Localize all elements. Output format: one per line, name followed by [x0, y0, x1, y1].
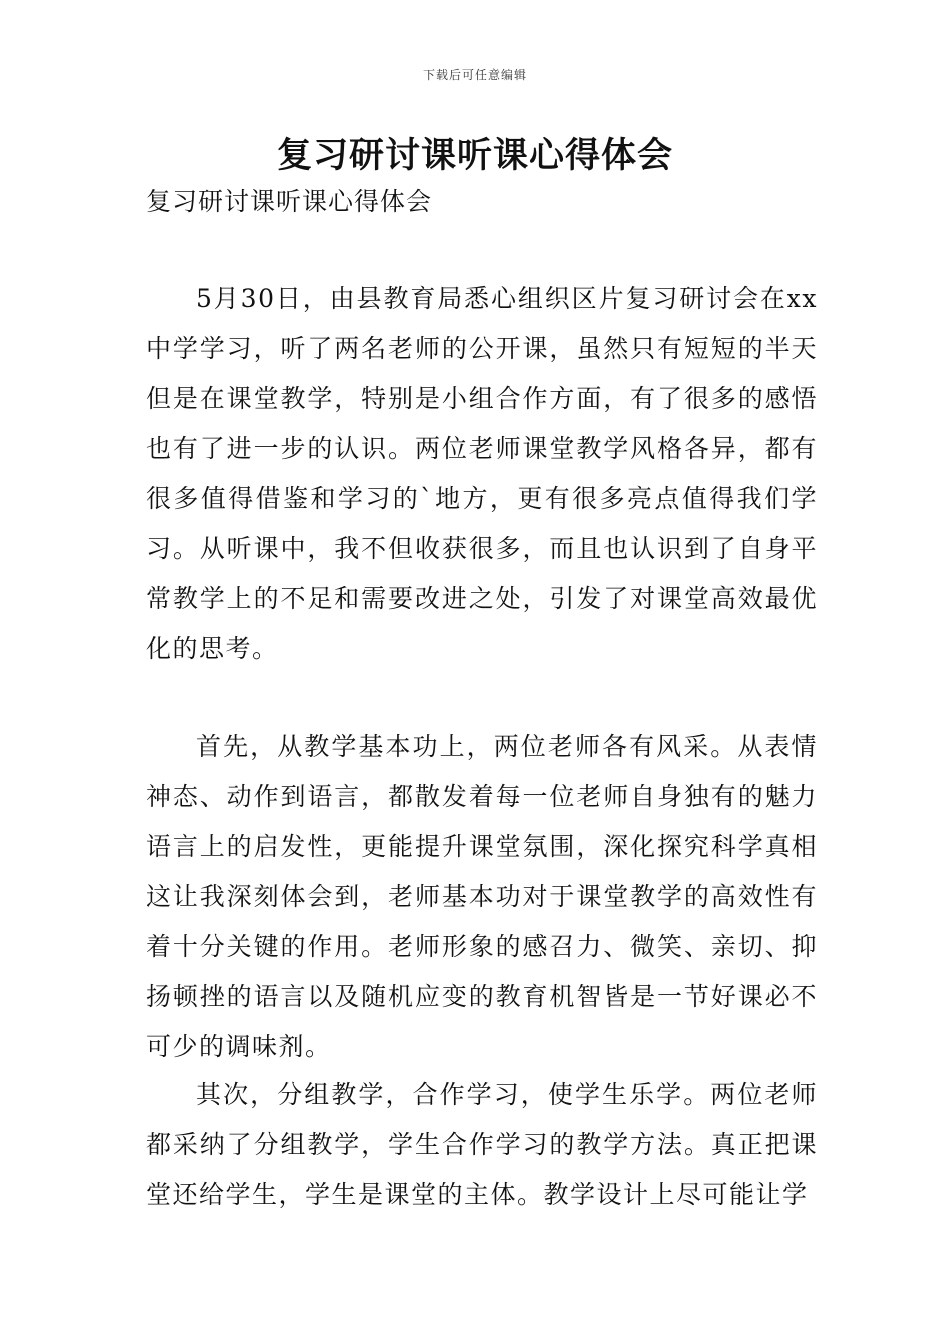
- paragraph-3: 其次，分组教学，合作学习，使学生乐学。两位老师都采纳了分组教学，学生合作学习的教学方法。真正把课堂还给学生，学生是课堂的主体。教学设计上尽可能让学: [146, 1080, 818, 1209]
- document-title: 复习研讨课听课心得体会: [276, 136, 673, 176]
- paragraph-2: 首先，从教学基本功上，两位老师各有风采。从表情神态、动作到语言，都散发着每一位老师自身独有的魅力语言上的启发性，更能提升课堂氛围，深化探究科学真相这让我深刻体会到，老师基本功对于课堂教学的高效性有着十分关键的作用。老师形象的感召力、微笑、亲切、抑扬顿挫的语言以及随机应变的教育机智皆是一节好课必不可少的调味剂。: [146, 732, 818, 1061]
- document-subtitle: 复习研讨课听课心得体会: [146, 187, 433, 216]
- header-note: 下载后可任意编辑: [422, 68, 527, 82]
- paragraph-1: 5月30日，由县教育局悉心组织区片复习研讨会在xx中学学习，听了两名老师的公开课，虽然只有短短的半天但是在课堂教学，特别是小组合作方面，有了很多的感悟也有了进一步的认识。两位老师课堂教学风格各异，都有很多值得借鉴和学习的`地方，更有很多亮点值得我们学习。从听课中，我不但收获很多，而且也认识到了自身平常教学上的不足和需要改进之处，引发了对课堂高效最优化的思考。: [146, 284, 818, 663]
